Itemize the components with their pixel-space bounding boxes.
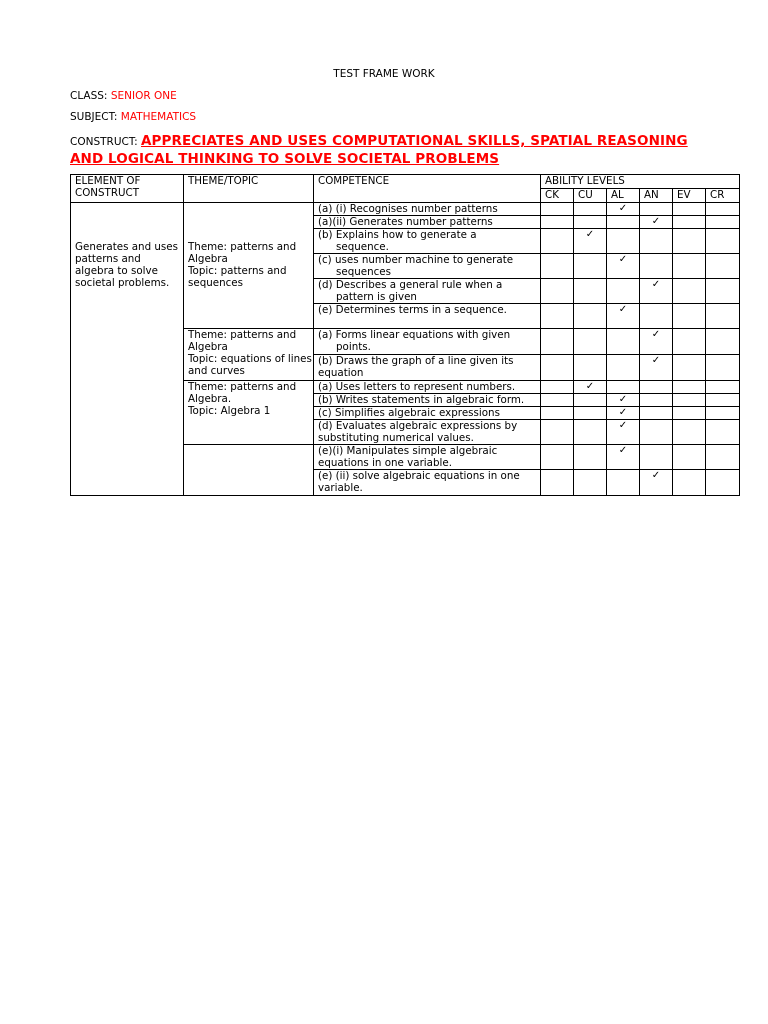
class-line bbox=[70, 90, 177, 102]
competence-cell bbox=[314, 394, 541, 407]
subject-value: MATHEMATICS bbox=[120, 111, 197, 123]
level-cell-ck bbox=[541, 445, 574, 470]
competence-text-continued: equations in one variable. bbox=[318, 457, 452, 469]
header-element: ELEMENT OF CONSTRUCT bbox=[71, 175, 184, 203]
competence-cell bbox=[314, 329, 541, 355]
check-mark-icon: ✓ bbox=[618, 254, 628, 265]
competence-text-continued: sequence. bbox=[336, 241, 389, 253]
competence-cell bbox=[314, 229, 541, 254]
level-cell-ev bbox=[673, 381, 706, 394]
level-cell-cu bbox=[574, 420, 607, 445]
header-competence: COMPETENCE bbox=[314, 175, 541, 203]
level-cell-cu bbox=[574, 470, 607, 496]
level-cell-ev bbox=[673, 304, 706, 329]
level-cell-cr bbox=[706, 381, 740, 394]
element-of-construct-cell: Generates and uses patterns and algebra to solve societal problems. bbox=[71, 203, 184, 496]
check-mark-icon: ✓ bbox=[618, 445, 628, 456]
level-cell-cu bbox=[574, 329, 607, 355]
competence-text: (a) Forms linear equations with given bbox=[318, 329, 511, 341]
level-cell-ck bbox=[541, 355, 574, 381]
level-cell-al bbox=[607, 420, 640, 445]
competence-text-continued: points. bbox=[336, 341, 371, 353]
competence-cell bbox=[314, 304, 541, 329]
level-cell-cr bbox=[706, 254, 740, 279]
competence-cell bbox=[314, 279, 541, 304]
topic-text: Topic: equations of lines and curves bbox=[188, 353, 312, 377]
level-cell-ck bbox=[541, 304, 574, 329]
level-cell-cr bbox=[706, 470, 740, 496]
level-cell-al bbox=[607, 203, 640, 216]
level-cell-ev bbox=[673, 279, 706, 304]
level-cell-cr bbox=[706, 355, 740, 381]
competence-text-continued: variable. bbox=[318, 482, 363, 494]
level-cell-cu bbox=[574, 203, 607, 216]
competence-text: (d) Describes a general rule when a bbox=[318, 279, 503, 291]
theme-topic-cell bbox=[184, 445, 314, 496]
subject-line bbox=[70, 111, 196, 123]
construct-label: CONSTRUCT: bbox=[70, 136, 138, 148]
competence-text-continued: sequences bbox=[336, 266, 391, 278]
level-cell-ev bbox=[673, 420, 706, 445]
level-cell-cr bbox=[706, 304, 740, 329]
check-mark-icon: ✓ bbox=[651, 216, 661, 227]
level-cell-ck bbox=[541, 407, 574, 420]
level-cell-ev bbox=[673, 229, 706, 254]
level-cell-cu bbox=[574, 216, 607, 229]
check-mark-icon: ✓ bbox=[585, 229, 595, 240]
competence-text-continued: pattern is given bbox=[336, 291, 417, 303]
construct-line bbox=[70, 133, 688, 149]
competence-cell bbox=[314, 420, 541, 445]
construct-line2-wrap bbox=[70, 151, 499, 167]
level-cell-al bbox=[607, 470, 640, 496]
header-ability-levels: ABILITY LEVELS bbox=[541, 175, 740, 189]
level-cell-al bbox=[607, 407, 640, 420]
level-header-cu: CU bbox=[574, 189, 607, 203]
level-cell-cr bbox=[706, 229, 740, 254]
level-cell-cr bbox=[706, 216, 740, 229]
check-mark-icon: ✓ bbox=[651, 470, 661, 481]
competence-text: (a) Uses letters to represent numbers. bbox=[318, 381, 516, 393]
level-cell-ev bbox=[673, 445, 706, 470]
level-cell-cr bbox=[706, 329, 740, 355]
level-cell-ck bbox=[541, 279, 574, 304]
level-cell-ev bbox=[673, 394, 706, 407]
competence-text: (c) Simplifies algebraic expressions bbox=[318, 407, 500, 419]
competence-text: (d) Evaluates algebraic expressions by bbox=[318, 420, 518, 432]
level-cell-al bbox=[607, 304, 640, 329]
level-cell-ev bbox=[673, 355, 706, 381]
competence-cell bbox=[314, 216, 541, 229]
level-cell-al bbox=[607, 229, 640, 254]
subject-label: SUBJECT: bbox=[70, 111, 118, 123]
theme-topic-cell bbox=[184, 329, 314, 381]
competence-cell bbox=[314, 254, 541, 279]
competence-text-continued: substituting numerical values. bbox=[318, 432, 474, 444]
check-mark-icon: ✓ bbox=[618, 420, 628, 431]
level-cell-an bbox=[640, 407, 673, 420]
level-cell-cu bbox=[574, 355, 607, 381]
competence-cell bbox=[314, 407, 541, 420]
level-cell-cu bbox=[574, 445, 607, 470]
document-title: TEST FRAME WORK bbox=[333, 68, 435, 80]
theme-text: Theme: patterns and Algebra. bbox=[188, 381, 297, 405]
level-cell-cr bbox=[706, 203, 740, 216]
level-cell-ev bbox=[673, 470, 706, 496]
check-mark-icon: ✓ bbox=[618, 394, 628, 405]
level-cell-ck bbox=[541, 216, 574, 229]
level-cell-ck bbox=[541, 254, 574, 279]
level-cell-cr bbox=[706, 394, 740, 407]
check-mark-icon: ✓ bbox=[585, 381, 595, 392]
level-cell-an bbox=[640, 203, 673, 216]
topic-text: Topic: patterns and sequences bbox=[188, 265, 287, 289]
level-cell-an bbox=[640, 279, 673, 304]
level-cell-an bbox=[640, 229, 673, 254]
level-header-ev: EV bbox=[673, 189, 706, 203]
level-cell-an bbox=[640, 254, 673, 279]
level-cell-an bbox=[640, 420, 673, 445]
competence-text: (b) Draws the graph of a line given its bbox=[318, 355, 514, 367]
theme-text: Theme: patterns and Algebra bbox=[188, 329, 297, 353]
level-cell-al bbox=[607, 279, 640, 304]
competence-text: (e) (ii) solve algebraic equations in one bbox=[318, 470, 520, 482]
level-cell-cu bbox=[574, 381, 607, 394]
test-framework-table bbox=[70, 174, 740, 496]
competence-text: (a)(ii) Generates number patterns bbox=[318, 216, 493, 228]
level-cell-ev bbox=[673, 407, 706, 420]
level-cell-an bbox=[640, 394, 673, 407]
level-cell-an bbox=[640, 381, 673, 394]
theme-topic-cell bbox=[184, 381, 314, 445]
check-mark-icon: ✓ bbox=[651, 279, 661, 290]
level-cell-cu bbox=[574, 279, 607, 304]
level-cell-ev bbox=[673, 329, 706, 355]
level-cell-cu bbox=[574, 254, 607, 279]
competence-text: (e) Determines terms in a sequence. bbox=[318, 304, 507, 316]
level-cell-cu bbox=[574, 304, 607, 329]
level-cell-an bbox=[640, 355, 673, 381]
table-row bbox=[71, 203, 740, 216]
level-cell-al bbox=[607, 216, 640, 229]
competence-text: (e)(i) Manipulates simple algebraic bbox=[318, 445, 498, 457]
competence-text: (b) Writes statements in algebraic form. bbox=[318, 394, 525, 406]
level-cell-an bbox=[640, 216, 673, 229]
level-cell-ev bbox=[673, 254, 706, 279]
competence-text-continued: equation bbox=[318, 367, 364, 379]
competence-cell bbox=[314, 470, 541, 496]
check-mark-icon: ✓ bbox=[618, 407, 628, 418]
level-cell-cu bbox=[574, 407, 607, 420]
construct-heading-line1: APPRECIATES AND USES COMPUTATIONAL SKILLS, SPATIAL REASONING bbox=[140, 133, 688, 149]
competence-text: (a) (i) Recognises number patterns bbox=[318, 203, 498, 215]
level-cell-an bbox=[640, 329, 673, 355]
level-cell-cr bbox=[706, 279, 740, 304]
competence-cell bbox=[314, 355, 541, 381]
level-cell-ck bbox=[541, 203, 574, 216]
check-mark-icon: ✓ bbox=[651, 355, 661, 366]
level-header-ck: CK bbox=[541, 189, 574, 203]
level-cell-an bbox=[640, 445, 673, 470]
competence-cell bbox=[314, 445, 541, 470]
level-cell-al bbox=[607, 394, 640, 407]
competence-text: (c) uses number machine to generate bbox=[318, 254, 514, 266]
level-cell-ck bbox=[541, 420, 574, 445]
header-row-1 bbox=[71, 175, 740, 189]
header-theme: THEME/TOPIC bbox=[184, 175, 314, 203]
level-header-cr: CR bbox=[706, 189, 740, 203]
level-cell-cu bbox=[574, 394, 607, 407]
class-label: CLASS: bbox=[70, 90, 108, 102]
competence-cell bbox=[314, 203, 541, 216]
competence-cell bbox=[314, 381, 541, 394]
level-cell-cr bbox=[706, 420, 740, 445]
level-cell-ck bbox=[541, 394, 574, 407]
level-header-an: AN bbox=[640, 189, 673, 203]
level-cell-an bbox=[640, 470, 673, 496]
level-cell-al bbox=[607, 381, 640, 394]
level-cell-al bbox=[607, 355, 640, 381]
theme-text: Theme: patterns and Algebra bbox=[188, 241, 297, 265]
level-cell-ck bbox=[541, 329, 574, 355]
check-mark-icon: ✓ bbox=[618, 304, 628, 315]
check-mark-icon: ✓ bbox=[651, 329, 661, 340]
level-cell-al bbox=[607, 445, 640, 470]
level-cell-ev bbox=[673, 216, 706, 229]
level-cell-cr bbox=[706, 407, 740, 420]
level-cell-al bbox=[607, 329, 640, 355]
check-mark-icon: ✓ bbox=[618, 203, 628, 214]
competence-text: (b) Explains how to generate a bbox=[318, 229, 477, 241]
class-value: SENIOR ONE bbox=[110, 90, 177, 102]
level-cell-ck bbox=[541, 381, 574, 394]
level-cell-an bbox=[640, 304, 673, 329]
theme-topic-cell bbox=[184, 203, 314, 329]
level-cell-ev bbox=[673, 203, 706, 216]
construct-heading-line2: AND LOGICAL THINKING TO SOLVE SOCIETAL PROBLEMS bbox=[70, 151, 500, 167]
level-cell-al bbox=[607, 254, 640, 279]
level-cell-cu bbox=[574, 229, 607, 254]
level-cell-cr bbox=[706, 445, 740, 470]
topic-text: Topic: Algebra 1 bbox=[188, 405, 271, 417]
level-cell-ck bbox=[541, 470, 574, 496]
level-cell-ck bbox=[541, 229, 574, 254]
level-header-al: AL bbox=[607, 189, 640, 203]
